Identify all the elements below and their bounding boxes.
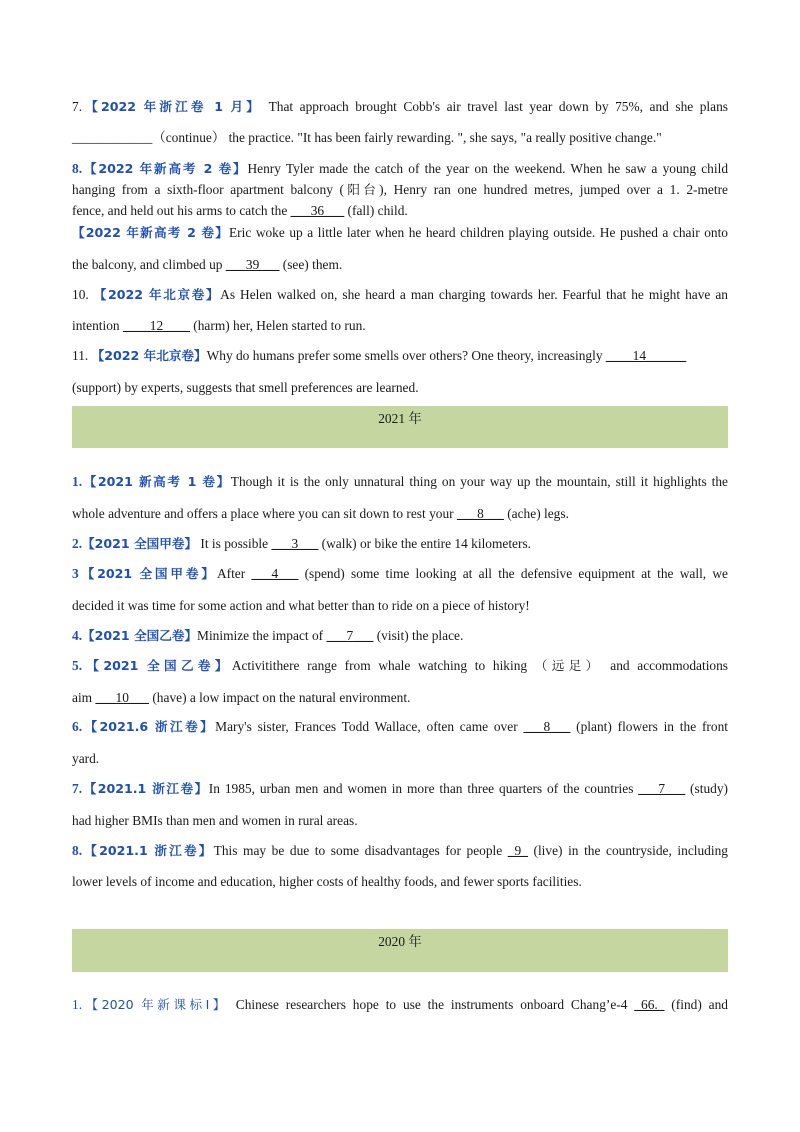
question-text: Minimize the impact of [197,628,327,643]
question-2022-8 [72,160,728,178]
source-tag: 【2022 年新高考 2 卷】 [72,225,229,240]
answer-blank: ___3___ [271,536,319,551]
answer-blank: ___10___ [95,690,149,705]
source-tag: 【2021 全国甲卷】 [78,566,217,581]
source-tag: 【2022 年北京卷】 [91,348,207,363]
source-tag: 【2021.1 浙江卷】 [82,781,209,796]
source-tag: 【2022 年新高考 2 卷】 [82,161,248,176]
question-text: After [216,566,252,581]
question-number: 11. [72,348,89,363]
question-text: Eric woke up a little later when he heard children playing outside. He pushed a chair onto [228,225,728,240]
text-fragment: intention [72,318,123,333]
question-text: Chinese researchers hope to use the instruments onboard Chang’e-4 [228,997,635,1012]
answer-blank: ____14______ [605,348,687,363]
question-number: 5. [72,658,83,673]
question-2022-8-line2 [72,181,728,199]
text-fragment: (find) and [664,997,728,1012]
question-2021-2 [72,535,728,553]
text-fragment: whole adventure and offers a place where you can sit down to rest your [72,506,457,521]
question-number: 1. [72,997,83,1012]
question-text: Why do humans prefer some smells over others? One theory, increasingly [206,348,606,363]
section-title: 2021 年 [378,411,422,426]
text-fragment: (plant) flowers in the front [570,719,728,734]
text-fragment: (walk) or bike the entire 14 kilometers. [318,536,532,551]
text-fragment: (harm) her, Helen started to run. [189,318,366,333]
question-2021-6-line2: yard. [72,751,100,766]
answer-blank: ___4___ [251,566,299,581]
question-2021-5-line2 [72,689,728,707]
answer-blank: _9_ [507,843,528,858]
text-fragment: hanging from a sixth-floor apartment balcony ( [72,182,345,197]
source-tag: 【2021.1 浙江卷】 [82,843,214,858]
question-2021-8-line2: lower levels of income and education, higher costs of healthy foods, and fewer sports facilities. [72,874,582,889]
source-tag: 【2022 年北京卷】 [93,287,221,302]
text-fragment: (fall) child. [344,203,408,218]
question-number: 8. [72,843,83,858]
text-fragment: fence, and held out his arms to catch the [72,203,291,218]
question-number: 8. [72,161,83,176]
text-fragment: and accommodations [602,658,729,673]
question-2021-3 [72,565,728,583]
source-tag: 【2022 年浙江卷 1 月】 [82,99,263,114]
question-2022-10 [72,286,728,304]
question-2022-10-line2 [72,317,728,335]
section-header-2021 [72,406,728,448]
answer-blank: ___8___ [523,719,571,734]
question-2021-7 [72,780,728,798]
question-text: Though it is the only unnatural thing on your way up the mountain, still it highlights the [230,474,728,489]
text-fragment: (visit) the place. [373,628,464,643]
question-number: 3 [72,566,79,581]
answer-blank: _66._ [634,997,665,1012]
question-number: 2. [72,536,83,551]
question-2021-3-line2: decided it was time for some action and what better than to ride on a piece of history! [72,598,530,613]
question-text: Activitithere range from whale watching to hiking [231,658,535,673]
question-2022-9-line2 [72,256,728,274]
question-2021-1-line2 [72,505,728,523]
question-2022-11 [72,347,728,365]
question-text: It is possible [197,536,272,551]
text-fragment: (live) in the countryside, including [527,843,728,858]
question-number: 6. [72,719,83,734]
question-text: This may be due to some disadvantages for people [213,843,508,858]
question-2022-7 [72,98,728,116]
answer-blank: ___8___ [456,506,504,521]
answer-blank: ___39___ [225,257,280,272]
question-2022-9 [72,224,728,242]
question-2021-8 [72,842,728,860]
question-number: 4. [72,628,83,643]
question-text: As Helen walked on, she heard a man charging towards her. Fearful that he might have an [220,287,728,302]
question-number: 10. [72,287,89,302]
question-text: In 1985, urban men and women in more than three quarters of the countries [208,781,639,796]
question-2022-8-line3 [72,202,728,220]
text-fragment: the balcony, and climbed up [72,257,226,272]
section-header-2020 [72,929,728,972]
section-title: 2020 年 [378,934,422,949]
text-fragment: （远足） [534,658,603,673]
source-tag: 【2021 全国乙卷】 [82,658,232,673]
text-fragment: (see) them. [279,257,343,272]
question-2021-4 [72,627,728,645]
question-text: Mary's sister, Frances Todd Wallace, often came over [215,719,524,734]
question-number: 7. [72,781,83,796]
source-tag: 【2020 年新课标Ⅰ】 [82,997,229,1012]
source-tag: 【2021 全国甲卷】 [82,536,198,551]
text-fragment: ), Henry ran one hundred metres, jumped over a 1. 2-metre [379,182,728,197]
source-tag: 【2021 新高考 1 卷】 [82,474,231,489]
text-fragment: (have) a low impact on the natural environment. [149,690,411,705]
question-2020-1 [72,996,728,1014]
answer-blank: ____12____ [122,318,190,333]
question-number: 1. [72,474,83,489]
source-tag: 【2021 全国乙卷】 [82,628,198,643]
question-2021-6 [72,718,728,736]
question-text: Henry Tyler made the catch of the year on the weekend. When he saw a young child [247,161,729,176]
question-number: 7. [72,99,83,114]
question-text: That approach brought Cobb's air travel last year down by 75%, and she plans [262,99,728,114]
text-fragment: 阳台 [344,182,380,197]
question-2022-11-line2: (support) by experts, suggests that smell preferences are learned. [72,380,419,395]
text-fragment: aim [72,690,96,705]
question-2021-7-line2: had higher BMIs than men and women in rural areas. [72,813,358,828]
text-fragment: (study) [685,781,728,796]
answer-blank: ___7___ [326,628,374,643]
answer-blank: ___7___ [638,781,686,796]
source-tag: 【2021.6 浙江卷】 [82,719,216,734]
text-fragment: (ache) legs. [503,506,569,521]
answer-blank: ___36___ [290,203,345,218]
question-2021-1 [72,473,728,491]
question-2021-5 [72,657,728,675]
question-2022-7-line2: ____________（continue） the practice. "It has been fairly rewarding. ", she says, "a really positive change." [72,130,662,145]
text-fragment: (spend) some time looking at all the defensive equipment at the wall, we [298,566,729,581]
